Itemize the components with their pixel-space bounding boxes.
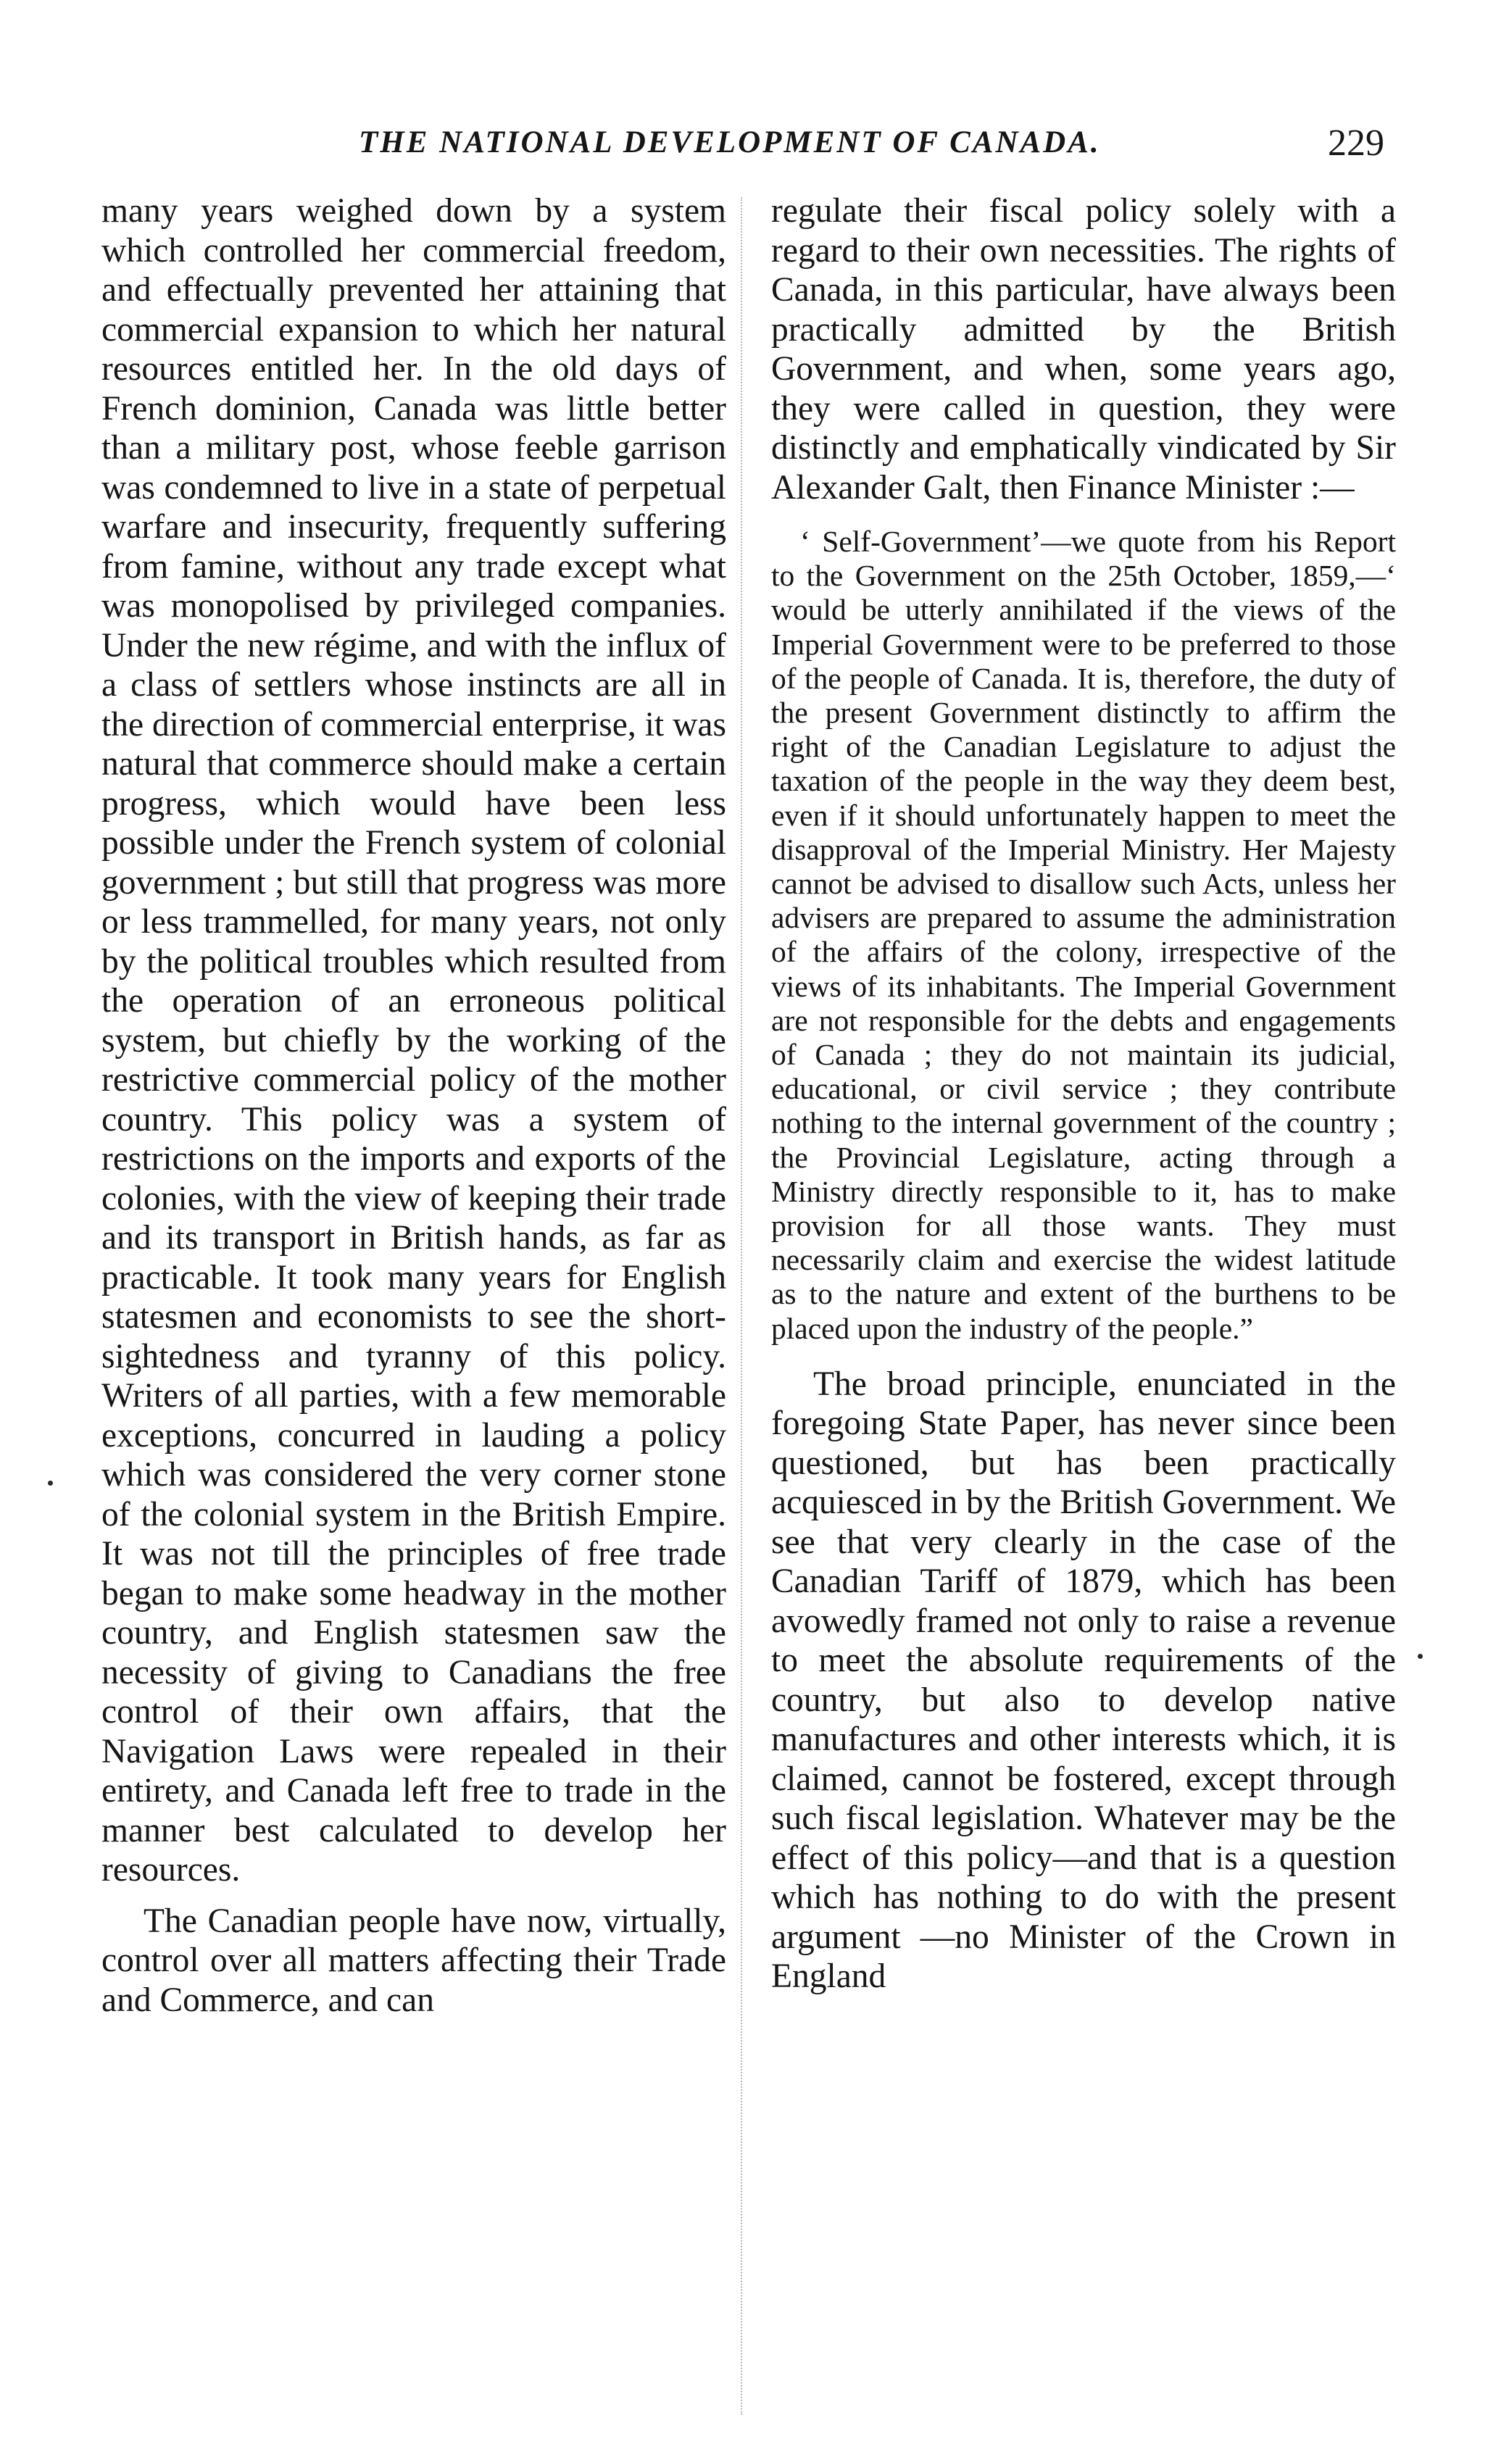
running-title: THE NATIONAL DEVELOPMENT OF CANADA.	[359, 125, 1101, 159]
left-paragraph-2: The Canadian people have now, virtually, control over all matters affecting their Trade and Commerce, and can	[101, 1902, 726, 2019]
page-number: 229	[1328, 122, 1384, 164]
block-quote: ‘ Self-Government’—we quote from his Report to the Government on the 25th October, 1859,—‘ would be utterly annihilated if the views of the Imperial Government were to be preferred to those of the people of Canada. It is, therefore, the duty of the present Government distinctly to affirm the right of the Canadian Legislature to adjust the taxation of the people in the way they deem best, even if it should unfortunately happen to meet the disapproval of the Imperial Ministry. Her Majesty cannot be advised to disallow such Acts, unless her advisers are prepared to assume the administration of the affairs of the colony, irrespective of the views of its inhabitants. The Imperial Government are not responsible for the debts and engagements of Canada ; they do not maintain its judicial, educational, or civil service ; they contribute nothing to the internal government of the country ; the Provincial Legislature, acting through a Ministry directly responsible to it, has to make provision for all those wants. They must necessarily claim and exercise the widest latitude as to the nature and extent of the burthens to be placed upon the industry of the people.”	[771, 525, 1396, 1345]
running-head	[116, 122, 1406, 174]
right-paragraph-1: regulate their fiscal policy solely with a regard to their own necessities. The rights of Canada, in this particular, have always been practically admitted by the British Government, and when, some years ago, they were called in question, they were distinctly and emphatically vindicated by Sir Alexander Galt, then Finance Minister :—	[771, 192, 1396, 507]
column-divider	[741, 197, 742, 2415]
right-column	[771, 191, 1396, 1997]
margin-mark	[48, 1481, 53, 1486]
right-paragraph-2: The broad principle, enunciated in the foregoing State Paper, has never since been questioned, but has been practically acquiesced in by the British Government. We see that very clearly in the case of the Canadian Tariff of 1879, which has been avowedly framed not only to raise a revenue to meet the absolute requirements of the country, but also to develop native manufactures and other interests which, it is claimed, cannot be fostered, except through such fiscal legislation. Whatever may be the effect of this policy—and that is a question which has nothing to do with the present argument —no Minister of the Crown in England	[771, 1365, 1396, 1996]
left-column	[101, 191, 726, 2020]
margin-mark	[1418, 1654, 1423, 1659]
left-paragraph-1: many years weighed down by a system which controlled her commercial freedom, and effectually prevented her attaining that commercial expansion to which her natural resources entitled her. In the old days of French dominion, Canada was little better than a military post, whose feeble garrison was condemned to live in a state of perpetual warfare and insecurity, frequently suffering from famine, without any trade except what was monopolised by privileged companies. Under the new régime, and with the influx of a class of settlers whose instincts are all in the direction of commercial enterprise, it was natural that commerce should make a certain progress, which would have been less possible under the French system of colonial government ; but still that progress was more or less trammelled, for many years, not only by the political troubles which resulted from the operation of an erroneous political system, but chiefly by the working of the restrictive commercial policy of the mother country. This policy was a system of restrictions on the imports and exports of the colonies, with the view of keeping their trade and its transport in British hands, as far as practicable. It took many years for English statesmen and economists to see the short-sightedness and tyranny of this policy. Writers of all parties, with a few memorable exceptions, concurred in lauding a policy which was considered the very corner stone of the colonial system in the British Empire. It was not till the principles of free trade began to make some headway in the mother country, and English statesmen saw the necessity of giving to Canadians the free control of their own affairs, that the Navigation Laws were repealed in their entirety, and Canada left free to trade in the manner best calculated to develop her resources.	[101, 192, 726, 1889]
